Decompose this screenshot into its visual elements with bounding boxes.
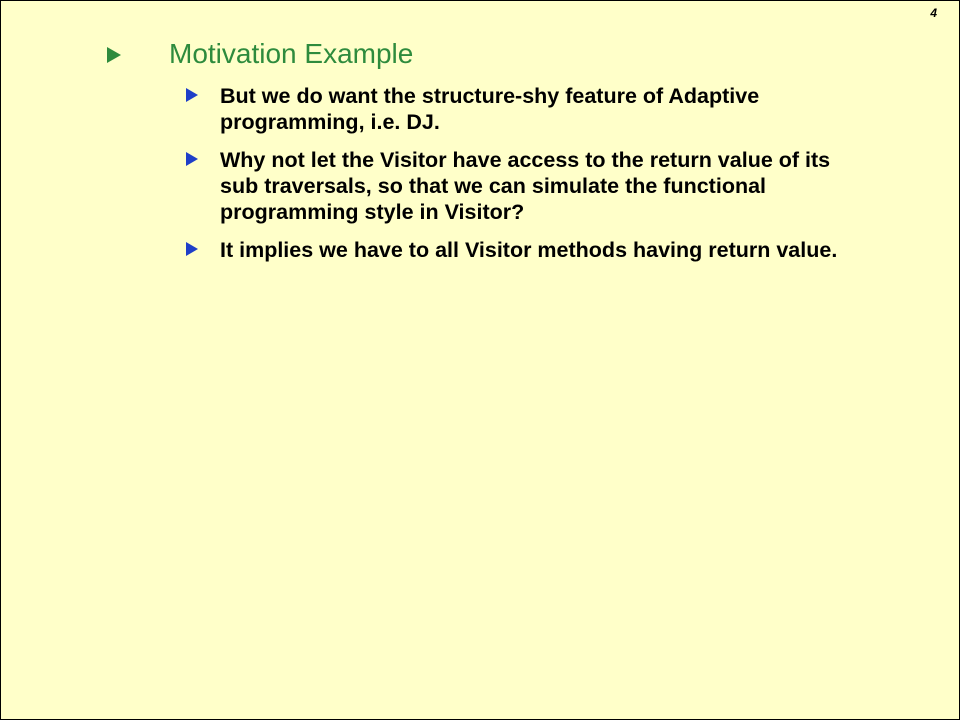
arrow-right-icon	[186, 242, 198, 256]
bullet-item	[183, 147, 843, 225]
bullet-list	[183, 83, 843, 275]
title-row	[107, 37, 414, 71]
arrow-right-icon	[107, 47, 121, 63]
bullet-text: Why not let the Visitor have access to the return value of its sub traversals, so that we can simulate the functional programming style in Visitor?	[220, 148, 831, 224]
bullet-item	[183, 83, 843, 135]
bullet-text: It implies we have to all Visitor methods having return value.	[220, 238, 838, 262]
slide-title: Motivation Example	[169, 38, 414, 69]
bullet-item	[183, 237, 843, 263]
bullet-text: But we do want the structure-shy feature of Adaptive programming, i.e. DJ.	[220, 84, 760, 134]
arrow-right-icon	[186, 88, 198, 102]
page-number: 4	[930, 6, 937, 20]
arrow-right-icon	[186, 152, 198, 166]
